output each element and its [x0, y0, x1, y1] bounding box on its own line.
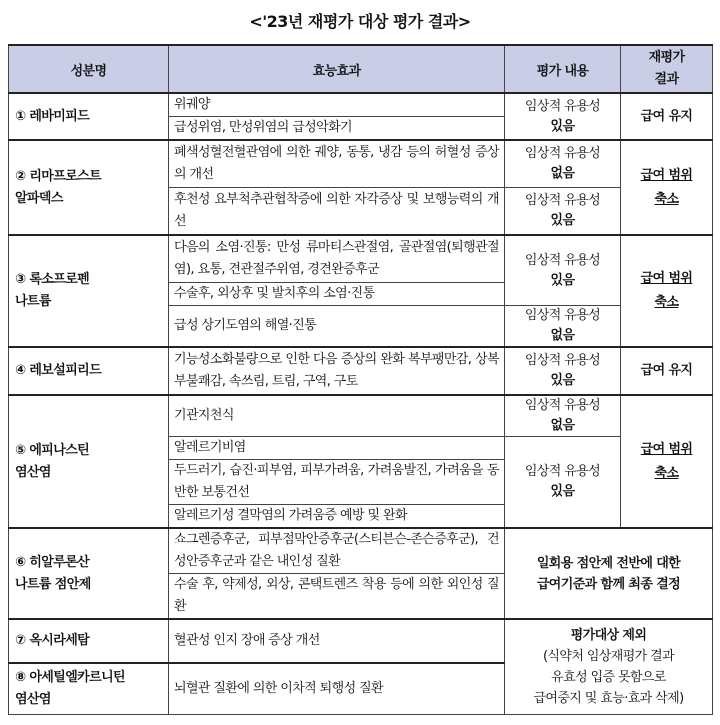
efficacy-text: 수술 후, 약제성, 외상, 콘택트렌즈 착용 등에 의한 외인성 질환 [169, 574, 505, 620]
evaluation-cell: 임상적 유용성 있음 [505, 188, 621, 236]
efficacy-text: 알레르기성 결막염의 가려움증 예방 및 완화 [169, 505, 505, 529]
efficacy-text: 후천성 요부척추관협착증에 의한 자각증상 및 보행능력의 개선 [169, 188, 505, 236]
evaluation-cell: 임상적 유용성 없음 [505, 306, 621, 348]
efficacy-text: 쇼그렌증후군, 피부점막안증후군(스티븐슨-존슨증후군), 건성안증후군과 같은 내인성 질환 [169, 528, 505, 574]
efficacy-text: 혈관성 인지 장애 증상 개선 [169, 619, 505, 663]
result-cell: 급여 범위 축소 [621, 395, 713, 528]
header-evaluation: 평가 내용 [505, 45, 621, 93]
evaluation-cell: 임상적 유용성 없음 [505, 395, 621, 437]
evaluation-cell: 임상적 유용성 있음 [505, 93, 621, 140]
efficacy-text: 다음의 소염·진통: 만성 류마티스관절염, 골관절염(퇴행관절염), 요통, 견관절주위염, 경견완증후군 [169, 235, 505, 283]
efficacy-text: 기관지천식 [169, 395, 505, 437]
efficacy-text: 뇌혈관 질환에 의한 이차적 퇴행성 질환 [169, 663, 505, 715]
ingredient-hyaluronate: ⑥ 히알루론산 나트륨 점안제 [9, 528, 169, 619]
efficacy-text: 급성 상기도염의 해열·진통 [169, 306, 505, 348]
ingredient-epinastine: ⑤ 에피나스틴 염산염 [9, 395, 169, 528]
evaluation-cell: 임상적 유용성 없음 [505, 140, 621, 188]
ingredient-oxiracetam: ⑦ 옥시라세탐 [9, 619, 169, 663]
efficacy-text: 두드러기, 습진·피부염, 피부가려움, 가려움발진, 가려움을 동반한 보통건선 [169, 460, 505, 505]
decision-note: 일회용 점안제 전반에 대한 급여기준과 함께 최종 결정 [505, 528, 713, 619]
result-cell: 급여 범위 축소 [621, 235, 713, 347]
efficacy-text: 수술후, 외상후 및 발치후의 소염·진통 [169, 283, 505, 306]
ingredient-loxoprofen: ③ 록소프로펜 나트륨 [9, 235, 169, 347]
result-cell: 급여 범위 축소 [621, 140, 713, 235]
efficacy-text: 알레르기비염 [169, 437, 505, 460]
ingredient-rebamipide: ① 레바미피드 [9, 93, 169, 140]
evaluation-table [8, 44, 713, 715]
header-ingredient: 성분명 [9, 45, 169, 93]
efficacy-text: 기능성소화불량으로 인한 다음 증상의 완화 복부팽만감, 상복부불쾌감, 속쓰림, 트림, 구역, 구토 [169, 347, 505, 395]
efficacy-text: 급성위염, 만성위염의 급성악화기 [169, 117, 505, 141]
efficacy-text: 위궤양 [169, 93, 505, 117]
page-title: <'23년 재평가 대상 평가 결과> [249, 12, 471, 31]
exclusion-note: 평가대상 제외 (식약처 임상재평가 결과 유효성 입증 못함으로 급여중지 및 효능·효과 삭제) [505, 619, 713, 715]
header-efficacy: 효능효과 [169, 45, 505, 93]
result-cell: 급여 유지 [621, 347, 713, 395]
evaluation-cell: 임상적 유용성 있음 [505, 347, 621, 395]
efficacy-text: 폐색성혈전혈관염에 의한 궤양, 동통, 냉감 등의 허혈성 증상의 개선 [169, 140, 505, 188]
header-result: 재평가 결과 [621, 45, 713, 93]
ingredient-levosulpiride: ④ 레보설피리드 [9, 347, 169, 395]
evaluation-cell: 임상적 유용성 있음 [505, 235, 621, 306]
result-cell: 급여 유지 [621, 93, 713, 140]
evaluation-cell: 임상적 유용성 있음 [505, 437, 621, 529]
ingredient-acetyl-l-carnitine: ⑧ 아세틸엘카르니틴 염산염 [9, 663, 169, 715]
ingredient-limaprost: ② 리마프로스트 알파덱스 [9, 140, 169, 235]
